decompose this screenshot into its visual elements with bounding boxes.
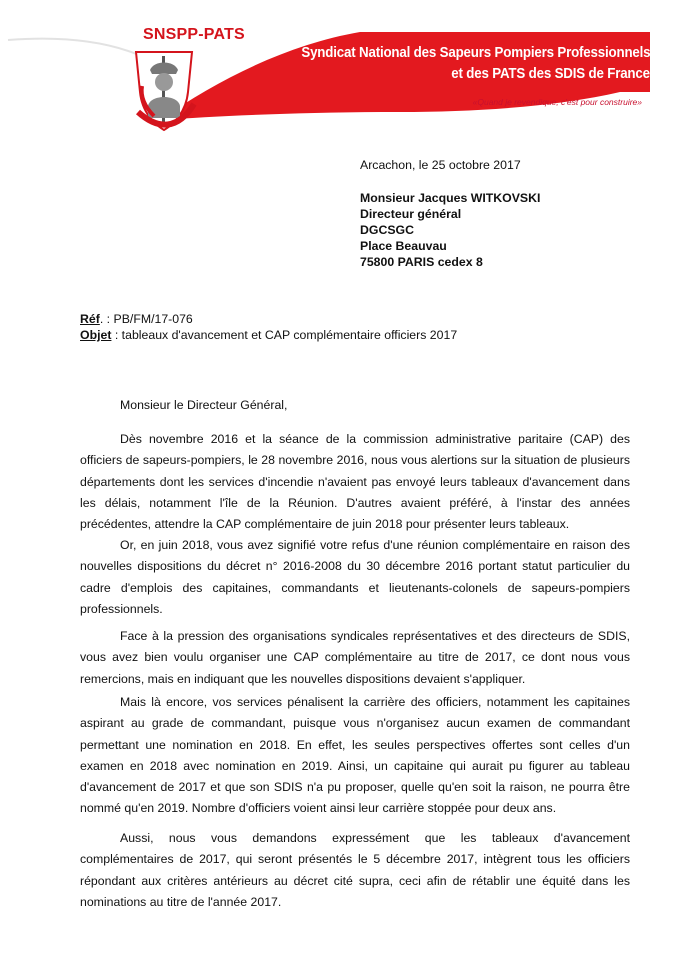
reference-label: Réf — [80, 312, 100, 326]
letterhead — [0, 0, 680, 130]
firefighter-emblem-icon — [128, 46, 200, 132]
object-value: : tableaux d'avancement et CAP complémentaire officiers 2017 — [111, 328, 458, 342]
reference-value: . : PB/FM/17-076 — [99, 312, 193, 326]
logo-title: SNSPP-PATS — [143, 26, 245, 43]
body-paragraph-1: Dès novembre 2016 et la séance de la commission administrative paritaire (CAP) des officiers de sapeurs-pompiers, le 28 novembre 2016, nous vous alertions sur la situation de plusieurs départements dont les services d'incendie n'avaient pas envoyé leurs tableaux d'avancement dans les délais, notamment l'île de la Réunion. D'autres avaient préféré, à l'instar des années précédentes, attendre la CAP complémentaire de juin 2018 pour présenter leurs tableaux. — [80, 432, 630, 532]
recipient-title: Directeur général — [360, 207, 462, 221]
object-label: Objet — [80, 328, 112, 342]
recipient-city: 75800 PARIS cedex 8 — [360, 255, 483, 269]
body-paragraph-3: Face à la pression des organisations syndicales représentatives et des directeurs de SDIS, vous avez bien voulu organiser une CAP complémentaire au titre de 2017, ce dont nous vous remercions, mais en indiquant que les nouvelles dispositions devaient s'appliquer. — [80, 629, 630, 686]
organization-name-line2: et des PATS des SDIS de France — [451, 66, 650, 82]
red-banner — [0, 0, 680, 130]
recipient-street: Place Beauvau — [360, 239, 447, 253]
tagline: «Quand je revendique, c'est pour construire» — [472, 97, 642, 107]
recipient-address — [360, 190, 540, 270]
recipient-department: DGCSGC — [360, 223, 414, 237]
organization-name-line1: Syndicat National des Sapeurs Pompiers Professionnels — [300, 45, 650, 61]
recipient-name: Monsieur Jacques WITKOVSKI — [360, 191, 541, 205]
reference-block — [80, 311, 457, 343]
object-line — [80, 327, 457, 343]
salutation: Monsieur le Directeur Général, — [120, 398, 288, 412]
body-paragraph-4: Mais là encore, vos services pénalisent la carrière des officiers, notamment les capitaines aspirant au grade de commandant, puisque vous n'organisez aucun examen de commandant permettant une nomination en 2018. En effet, les seules perspectives offertes sont celles d'un examen en 2018 avec nomination en 2019. Ainsi, un capitaine qui aurait pu figurer au tableau d'avancement de 2017 et que son SDIS n'a pu proposer, quelle qu'en soit la raison, ne pourra être nommé qu'en 2019. Nombre d'officiers voient ainsi leur carrière stoppée pour deux ans. — [80, 695, 630, 816]
body-paragraph-2: Or, en juin 2018, vous avez signifié votre refus d'une réunion complémentaire en raison des nouvelles dispositions du décret n° 2016-2008 du 30 décembre 2016 portant statut particulier du cadre d'emplois des capitaines, commandants et lieutenants-colonels de sapeurs-pompiers professionnels. — [80, 538, 630, 616]
reference-line — [80, 311, 457, 327]
letter-date: Arcachon, le 25 octobre 2017 — [360, 158, 521, 172]
body-paragraph-5: Aussi, nous vous demandons expressément que les tableaux d'avancement complémentaires de 2017, qui seront présentés le 5 décembre 2017, intègrent tous les officiers répondant aux critères antérieurs au décret cité supra, ceci afin de rétablir une équité dans les nominations au titre de l'année 2017. — [80, 831, 630, 909]
